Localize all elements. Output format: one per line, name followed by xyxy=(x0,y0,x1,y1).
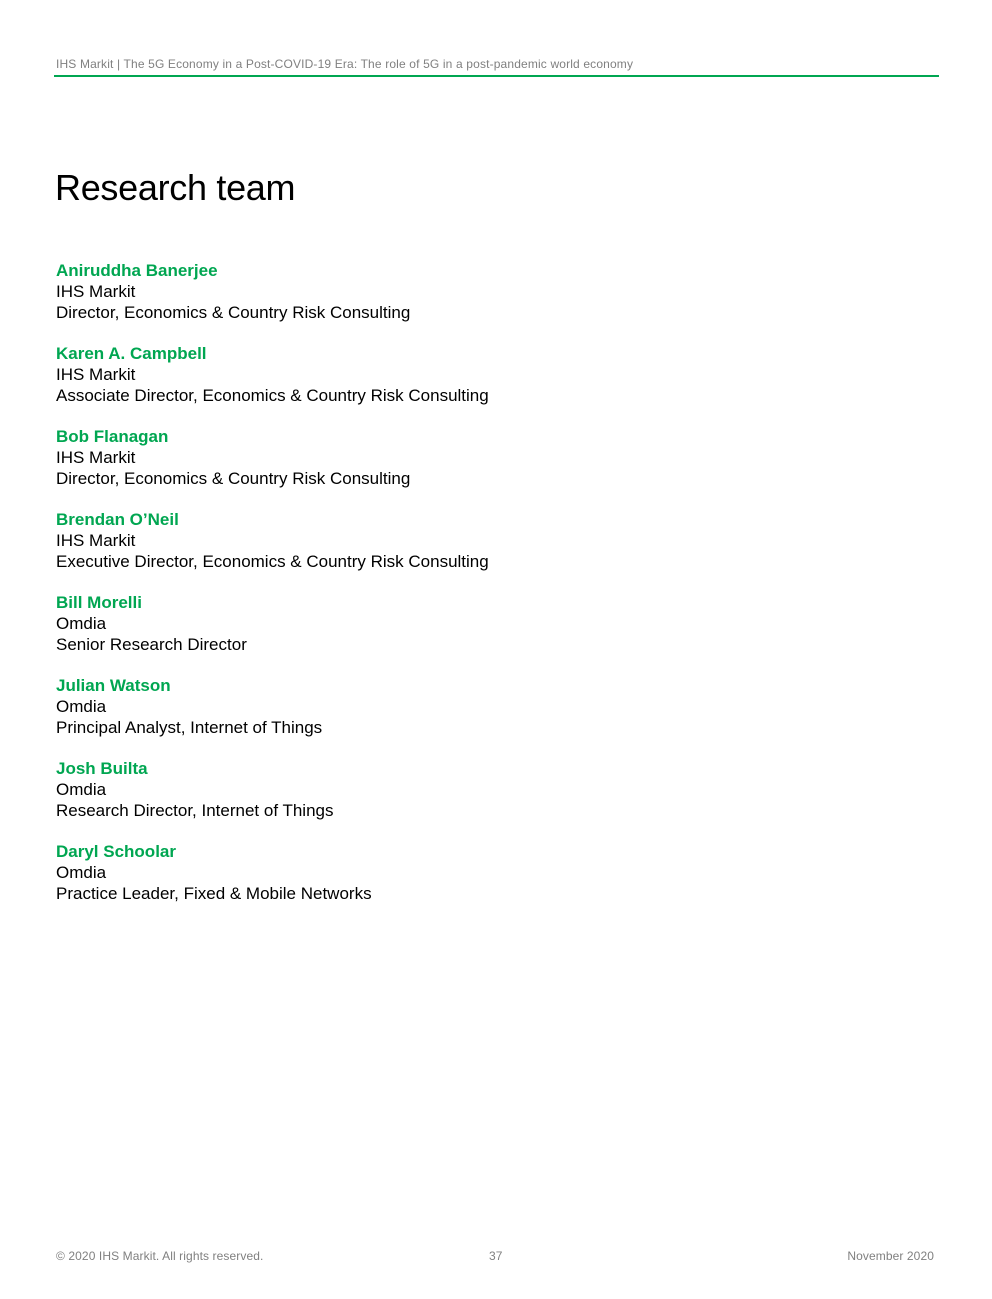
member-organization: Omdia xyxy=(56,863,107,882)
publication-date: November 2020 xyxy=(847,1249,934,1263)
member-role: Director, Economics & Country Risk Consulting xyxy=(56,469,411,488)
member-name: Aniruddha Banerjee xyxy=(56,261,218,280)
member-name: Bob Flanagan xyxy=(56,427,169,446)
team-member xyxy=(56,675,916,758)
member-organization: Omdia xyxy=(56,614,107,633)
team-member xyxy=(56,260,916,343)
member-name: Julian Watson xyxy=(56,676,171,695)
member-organization: Omdia xyxy=(56,780,107,799)
member-name: Bill Morelli xyxy=(56,593,142,612)
page-title: Research team xyxy=(55,167,296,208)
member-organization: Omdia xyxy=(56,697,107,716)
header-divider xyxy=(54,75,939,77)
member-name: Karen A. Campbell xyxy=(56,344,207,363)
member-name: Daryl Schoolar xyxy=(56,842,176,861)
member-name: Brendan O’Neil xyxy=(56,510,179,529)
member-role: Director, Economics & Country Risk Consulting xyxy=(56,303,411,322)
member-role: Practice Leader, Fixed & Mobile Networks xyxy=(56,884,372,903)
member-organization: IHS Markit xyxy=(56,365,136,384)
member-role: Senior Research Director xyxy=(56,635,247,654)
member-organization: IHS Markit xyxy=(56,282,136,301)
research-team-list xyxy=(56,260,916,924)
team-member xyxy=(56,509,916,592)
team-member xyxy=(56,758,916,841)
team-member xyxy=(56,841,916,924)
member-role: Associate Director, Economics & Country Risk Consulting xyxy=(56,386,489,405)
member-role: Executive Director, Economics & Country Risk Consulting xyxy=(56,552,489,571)
member-organization: IHS Markit xyxy=(56,448,136,467)
member-role: Research Director, Internet of Things xyxy=(56,801,334,820)
page-number: 37 xyxy=(489,1249,503,1263)
member-role: Principal Analyst, Internet of Things xyxy=(56,718,323,737)
team-member xyxy=(56,426,916,509)
member-organization: IHS Markit xyxy=(56,531,136,550)
team-member xyxy=(56,343,916,426)
copyright-notice: © 2020 IHS Markit. All rights reserved. xyxy=(56,1249,264,1263)
running-header: IHS Markit | The 5G Economy in a Post-COVID-19 Era: The role of 5G in a post-pandemic world economy xyxy=(56,57,634,71)
member-name: Josh Builta xyxy=(56,759,148,778)
team-member xyxy=(56,592,916,675)
